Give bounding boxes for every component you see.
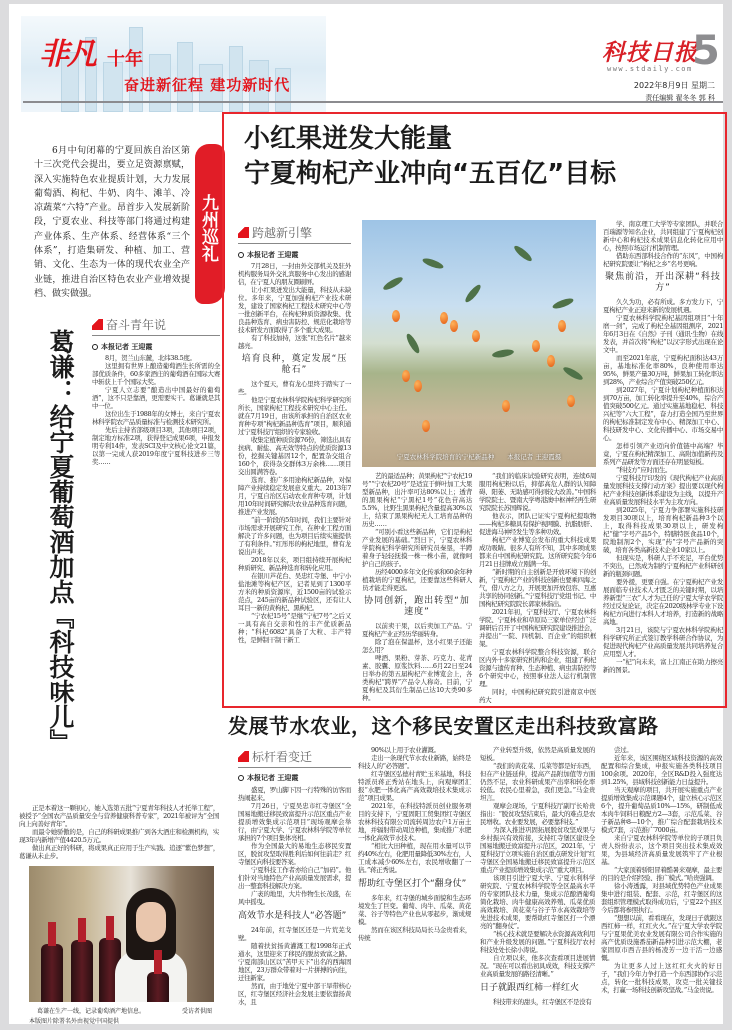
subheading: 聚焦前沿，开出深耕“科技方” bbox=[605, 272, 721, 293]
paragraph: 24年前，红寺堡区还是一片荒芜戈壁。 bbox=[238, 926, 351, 942]
paragraph: 红寺堡区弘德村青贮玉米基地，科技特派员蒋正秀站在地头上，向观摩团汇报“水肥一体化高产高效栽培技术集成示范”项目成果。 bbox=[358, 770, 471, 802]
paragraph: 然而在该区科技局局长马金贵看来，传统 bbox=[358, 926, 471, 942]
paragraph: 枸杞产业博览会发布的重大科技成果成功吸睛。很多人有所不知，其中多项成果都来自中国枸杞研究院。这所研究院今年6月21日挂牌成立刚满一年。 bbox=[479, 536, 596, 568]
paragraph: 走出一条现代节水农业新路，始终是科技人的“必答题”。 bbox=[358, 754, 471, 770]
water-column-2 bbox=[358, 746, 471, 942]
paragraph: 而最令她骄傲的是，自己的科研成果推广到各大酒庄和检测机构，实现3年内新增产值4420.5万元。 bbox=[19, 828, 219, 844]
paragraph: 8月，贺兰山东麓，北纬38.5度。 bbox=[105, 354, 196, 362]
paragraph: 正是本着这一颗初心，她入选第五批“宁夏青年科技人才托举工程”，被授予“全国农产品质量安全与营养健康科普专家”，2021年被评为“全国向上向善好青年”。 bbox=[19, 804, 219, 828]
paragraph: 历经4000多年文化传承和60余年种植栽培的宁夏枸杞，还要靠这些科研人员才能走得更远。 bbox=[362, 568, 472, 592]
wine-section-header bbox=[92, 316, 220, 352]
paragraph-group bbox=[480, 746, 595, 978]
paragraph: 作为全国最大的易地生态移民安置区，脱贫攻坚取得胜利后如何往前走？红寺堡区向科技要答案。 bbox=[238, 842, 351, 866]
section-label bbox=[92, 316, 220, 336]
paragraph: 要外援，更要自强。在宁夏枸杞产业发展面临专业技术人才匮乏的关键时期，以培养新型“三农”人才为己任的宁夏大学农学院经过反复论证，决定在2020级林学专业下设枸杞方向进行本科人才培养，打造新的战略高地。 bbox=[603, 578, 723, 626]
paragraph: 到2027年，宁夏计划枸杞种植面积达到70万亩，加工转化率提升至40%，综合产值突破500亿元。通过实施基地稳杞、科技兴杞等“六大工程”，奋力打造全国乃至世界的枸杞标准制定发布中心、精深加工中心、科技研发中心、文化传播中心、市场交易中心。 bbox=[603, 386, 723, 442]
section-flag-icon bbox=[238, 751, 249, 762]
paragraph: 选育、推广多用途枸杞新品种，对保障产业持续稳定发展意义重大。2013年7月，宁夏自治区启动农业育种专项，计划用10年时间研究解决农业品种选育问题，推进产业发展。 bbox=[238, 476, 351, 516]
section-label-text: 标杆看变迁 bbox=[252, 750, 313, 764]
byline-bullet-icon bbox=[238, 775, 244, 781]
page-number: 5 bbox=[692, 28, 720, 74]
paragraph: 多年来，红寺堡的城乡面貌和生态环境发生了巨变。葡萄、肉牛、瓜菜、黄花菜、谷子等特色产业也从零起步，渐成规模。 bbox=[358, 894, 471, 926]
byline-text: 本报记者 王迎霞 bbox=[101, 343, 153, 351]
paragraph-group bbox=[603, 220, 723, 268]
wine-lab-photo bbox=[29, 866, 214, 1002]
paragraph: “想想以前，看看现在，发现日子就跟这西红柿一样，红红火火。”在宁夏大学农学院与宁夏果优美农业发展有限公司合作实施的高产优质设施番茄新品种引进示范大棚，老家固原市西吉县的杨凌芳一边干活一边感慨。 bbox=[601, 914, 722, 962]
section-flag-icon bbox=[238, 227, 249, 238]
paragraph: 近年来，该区围绕区域科技资源的高效配置和综合集成，申报实施各类科技项目100余项。2020年，全区R&D投入强度达到1.25%，县域科技创新能力日益提升。 bbox=[601, 754, 722, 786]
byline-bullet-icon bbox=[92, 344, 98, 350]
paragraph: 怎样引领产业迈向价值链中高端？毕竟，宁夏在枸杞精深加工、高附加值新药及系列产品研发等方面还存在明显短板。 bbox=[603, 442, 723, 466]
section-label-text: 奋斗青年说 bbox=[106, 318, 167, 332]
section-label bbox=[238, 224, 351, 244]
paragraph-group bbox=[603, 298, 723, 674]
paragraph-group bbox=[238, 926, 351, 1006]
paragraph: “宁农杞15号”是继“宁杞7号”之后又一具有高自交亲和性的丰产优质新品种；“科杞6082”具备了大粒、丰产特性，是鲜制干制干新工 bbox=[238, 612, 351, 644]
paragraph: 他表示，团队已证实宁夏枸杞提取物——枸杞多糖具有保护视网膜、抗脂肪肝、促进海马神经发生等多种功效。 bbox=[479, 512, 596, 536]
paragraph-group bbox=[238, 380, 351, 644]
paragraph: 7月28日，一封由外交部机关及驻外机构服务局外交礼宾服务中心发出的感谢信，在宁夏人的朋友圈刷屏。 bbox=[238, 262, 351, 286]
paragraph: 2021年初，宁夏科技厅、宁夏农林科学院、宁夏林业和草原局三家单位经过广泛调研后召开了中国枸杞研究院建设推进会，并提出“一院、四机制、百企业”的组织框架。 bbox=[479, 608, 596, 648]
paragraph: 借助东西部科技合作的“东风”，中国枸杞研究院要让“枸杞之乡”名号更响。 bbox=[603, 252, 723, 268]
paragraph: 自立项以来，他多次查看项目进展情况。“现在可以看出初具成效，科技支撑产业高质量发展的路径清晰。” bbox=[480, 954, 595, 978]
website-url[interactable]: www.stdaily.com bbox=[607, 65, 693, 73]
paragraph: 做出真正好的科研，将成果真正应用于生产实践。追逐“紫色梦想”，葛谦从未止步。 bbox=[19, 844, 219, 860]
paragraph: 2021年，在科技特派员创业服务项目的支持下，宁夏固阳工贸集团红寺堡区农林科技有限公司流转周边农户1万亩土地，并辐射带动周边种植，集成推广水肥一体化高效节水技术。 bbox=[358, 802, 471, 842]
wine-story-column bbox=[92, 354, 220, 466]
paragraph: 在银川芦花台、吴忠红寺堡、中宁小盐池滩等枸杞产区，记者见到了1300平方米的种质资源库，近1500亩的试验示范点，245亩的新品种试验区，还有让人耳目一新的黄枸杞、黑枸杞。 bbox=[238, 572, 351, 612]
paragraph: “科技方”应时而生。 bbox=[616, 466, 672, 474]
byline bbox=[238, 250, 351, 260]
paragraph: 这位出生于1988年的女博士，来自宁夏农林科学院农产品质量标准与检测技术研究所。 bbox=[92, 410, 220, 426]
paragraph: 广袤的地里，大片作物生长茂盛，在风中摇曳。 bbox=[238, 890, 351, 906]
paragraph: 盛夏，罗山脚下因一行特殊的访客而热闹起来。 bbox=[238, 786, 351, 802]
paragraph: 同时，中国枸杞研究院引进南京中医药大 bbox=[479, 688, 596, 704]
paragraph-group bbox=[358, 746, 471, 874]
paragraph-group bbox=[362, 622, 472, 702]
caption-text: 葛谦在生产一线，记录葡萄酒产地信息。 bbox=[37, 1008, 146, 1015]
paragraph: 到2025年，宁夏力争部署实施科技研发项目30项以上，培育枸杞新品种3个以上，取得科技成果30项以上，研发枸杞“健”字号产品5个，特膳特医食品10个，院地制剂2个，实现“药”字号产品新的突破，培育各类高新技术企业10家以上。 bbox=[603, 506, 723, 554]
paragraph: 徐小涛透露，对县域优势特色产业成果集中进行组装、配套、示范，红寺堡区的这套组织管理模式取得成功后，宁夏22个县区今后都将参照执行。 bbox=[601, 882, 722, 914]
banner-subtitle: 十年 bbox=[107, 49, 143, 70]
subheading: 日子就跟西红柿一样红火 bbox=[480, 983, 580, 993]
paragraph: “大家顶着骄阳冒着酷暑来观摩，最主要的目的是介绍经验、推广模式。”哈贵强调。 bbox=[601, 866, 722, 882]
paragraph: 观摩会现场，宁夏科技厅副厅长哈贵指出：“脱贫攻坚结束后，最大的难点是农民增收。农业要发展，必要靠科技。” bbox=[480, 802, 595, 826]
paragraph: 以前卖干果，以后卖加工产品。宁夏枸杞产业正经历华丽转身。 bbox=[362, 622, 472, 638]
paragraph: 7月26日，宁夏吴忠市红寺堡区“全国易地搬迁移民致富提升示范区重点产业提质增效集成示范项目”现场观摩会举行，由宁夏大学、宁夏农林科学院等单位承担的7个项目集体亮相。 bbox=[238, 802, 351, 842]
paragraph-group bbox=[358, 894, 471, 942]
goji-column-4 bbox=[603, 220, 723, 674]
paragraph: “我们的临床试验研究表明，连续6周服用枸杞粉以后，抑郁高危人群的认知障碍、阳萎、无助感可得到较大改善。”中国科学院院士、暨南大学粤港澳中枢神经再生研究院院长苏国辉说。 bbox=[479, 472, 596, 512]
headline-line-1: 小红果迸发大能量 bbox=[244, 124, 453, 154]
paragraph: 为让更多人过上这红红火火的好日子，“我们今年力争打造一个东西部协作示范点，转化一批科技成果，攻克一批关键技术，打赢一场科技创新攻坚战。”马金贵说。 bbox=[601, 962, 722, 994]
paragraph: 宁夏人立志要“酿造出中国最好的葡萄酒”，这不只是靠酒，更需要实干。葛谦就是其中一位。 bbox=[92, 386, 220, 410]
paragraph-group bbox=[362, 472, 472, 592]
subheading: 协同创新，跑出转型“加速度” bbox=[364, 596, 470, 617]
goji-column-3 bbox=[479, 472, 596, 704]
paragraph: “前一阶段的5年时间，我们主要针对市场需求开展研究工作，在种业工程方面解决了许多问题，也为项目后续实施提供了有利条件。”红彤彤的枸杞地里，曹有龙说出声来。 bbox=[238, 516, 351, 556]
paragraph: 来自宁夏农林科学院等单位的子项目负责人纷纷表示，这个项目突出技术集成效果，为县域经济高质量发展筑牢了产业根基。 bbox=[601, 834, 722, 866]
subheading: 培育良种，奠定发展“压舱石” bbox=[241, 354, 348, 375]
paragraph: 但现实是，科研人手不充足，平台优势不突出，已然成为制约宁夏枸杞产业科研创新的瓶颈问题。 bbox=[603, 554, 723, 578]
byline bbox=[92, 342, 220, 352]
paragraph: 3月21日，该院与宁夏农林科学院枸杞科学研究所正式签订教学科研合作协议，为促进现代枸杞产业高质量发展共同培养复合应用型人才。 bbox=[603, 626, 723, 658]
water-story-headline: 发展节水农业，这个移民安置区走出科技致富路 bbox=[228, 714, 659, 738]
subheading: 帮助红寺堡区打个“翻身仗” bbox=[358, 879, 467, 889]
paragraph: 学、南京理工大学等专家团队，并联合百瑞源等知名企业，共同组建了宁夏枸杞创新中心和枸杞技术成果信息化转化应用中心，按照市场运行机制管理。 bbox=[603, 220, 723, 252]
paragraph: 随着扶贫扬黄灌溉工程1998年正式通水，这里迎来了移民的脱贫致富之路。宁夏南部山区以“苦甲天下”出名的西海固地区，23万群众带着对一片拼搏的向往，迁往新家。 bbox=[238, 942, 351, 982]
photo-credit: 受访者供图 bbox=[181, 1008, 212, 1015]
paragraph: 科技带来的甜头，红寺堡区不是没有 bbox=[493, 998, 592, 1006]
paragraph-group bbox=[238, 262, 351, 350]
paragraph: 该项目引进宁夏大学、宁夏水利科学研究院、宁夏农林科学院等全区最高水平的专家团队技术力量，集成示范酿酒葡萄简化栽培、肉牛健康高效养殖、瓜菜优质高效栽培、黄花菜与谷子节水高效栽培等先进技术成果，要帮助红寺堡区打一个漂亮的“翻身仗”。 bbox=[480, 874, 595, 930]
paragraph: 尝过。 bbox=[614, 746, 633, 754]
paragraph: 宁夏科技工作者亦给自己“加码”。他们针对当地特色产业高质量发展需求，提出一整套科技解决方案。 bbox=[238, 866, 351, 890]
paragraph: 当天观摩的项目，共开展实施重点产业提质增效集成示范课题4个，建立核心示范区6个，提升葡萄品质10%—15%，研制低成本肉牛饲料日粮配方2—3套，示范瓜菜、谷子新品种8—10个，推广综合配套栽培技术模式7套，示范推广7000亩。 bbox=[601, 786, 722, 834]
paragraph: 除了泡在保温杯，这小红果子还能怎么用？ bbox=[362, 638, 472, 654]
banner-slogan: 奋进新征程 建功新时代 bbox=[124, 76, 291, 94]
paragraph: 一“杞”向未来，富上江南正在助力擦亮新的图景。 bbox=[603, 658, 723, 674]
wine-story-headline: 葛谦：给宁夏葡萄酒加点『科技味儿』 bbox=[46, 329, 75, 754]
water-column-3 bbox=[480, 746, 595, 1006]
section-label-text: 跨越新引擎 bbox=[252, 226, 313, 240]
paragraph-group bbox=[480, 998, 595, 1006]
paragraph: “相比大田种植，现在用水量可以节约40%左右，化肥用量降低30%左右，人工成本减少60%左右，农民增收翻了一倍。”蒋正秀说。 bbox=[358, 842, 471, 874]
responsible-editors: 责任编辑 翟冬冬 郭 科 bbox=[645, 94, 715, 102]
wine-photo-caption bbox=[37, 1006, 212, 1015]
paragraph: 2018年以来，项目组持续开展枸杞种质研究、新品种选育和转化应用。 bbox=[238, 556, 351, 572]
water-column-4 bbox=[601, 746, 722, 994]
banner-title: 非凡 bbox=[39, 37, 95, 72]
wine-story-wide-text bbox=[19, 804, 219, 860]
paragraph: 宁夏农林科学院整合科技资源，联合区内外十多家研究机构和企业，组建了枸杞资源与遗传育种、生态种植、病虫害防控等6个研究中心，按照事业法人运行机制管理。 bbox=[479, 648, 596, 688]
byline-text: 本报记者 王迎霞 bbox=[247, 251, 299, 259]
paragraph: “核心技术就是要解决水资源高效利用和产业升级发展的问题。”宁夏科技厅农村科技处处长徐小涛说。 bbox=[480, 930, 595, 954]
paragraph: 宁夏科技厅印发的《现代枸杞产业高质量发展科技支撑行动方案》提出要以现代枸杞产业科技创新体系建设为主线，以提升产业高质量发展科技水平为主攻方向。 bbox=[603, 474, 723, 506]
paragraph-group bbox=[238, 786, 351, 906]
paragraph: 宁夏农林科学院枸杞基因组项目“十年磨一剑”，完成了枸杞全基因组测序，2021年6月3日在《自然》子刊（通讯·生物）在线发表，并首次将“枸杞”以汉字形式出现在论文中。 bbox=[603, 314, 723, 354]
paragraph: 而至2021年底，宁夏枸杞面积达43万亩，基地标准化率80%，良种使用率达95%，鲜果产量30万吨，鲜果加工转化率达到28%，产业综合产值突破250亿元。 bbox=[603, 354, 723, 386]
paragraph: 让小红果迸发出大能量，科技从未缺位。多年来，宁夏加强枸杞产业技术研发，建设了国家枸杞工程技术研究中心等一批创新平台，在枸杞种质资源收集、优良品种选育、病虫害防控、规范化栽培等技术研发方面取得了多个重大成果。 bbox=[238, 286, 351, 334]
byline-bullet-icon bbox=[238, 252, 244, 258]
issue-date: 2022年8月9日 星期二 bbox=[633, 81, 715, 90]
water-column-1 bbox=[238, 786, 351, 1006]
paragraph: 为深入推进巩固拓展脱贫攻坚成果与乡村振兴有效衔接，支持红寺堡区建设全国易地搬迁致富提升示范区，2021年，宁夏科技厅立项实施自治区重点研发计划“红寺堡区全国易地搬迁移民致富提升示范区重点产业提质增效集成示范”重大项目。 bbox=[480, 826, 595, 874]
byline-text: 本报记者 王迎霞 bbox=[247, 774, 299, 782]
goji-photo bbox=[362, 220, 596, 467]
goji-column-1 bbox=[238, 262, 351, 644]
headline-line-2: 宁夏枸杞产业冲向“五百亿”目标 bbox=[244, 159, 617, 189]
goji-column-2 bbox=[362, 472, 472, 702]
paragraph: 收集定植种质资源76份，筛选出具有抗病、耐盐、高无效等特点的优质资源13份，挖掘关键基因12个，配置杂交组合160个，获得杂交群体3万余株……项目交出圆满答卷。 bbox=[238, 436, 351, 476]
column-seal-logo: 九州巡礼 bbox=[195, 144, 225, 304]
goji-story-headline bbox=[244, 122, 616, 192]
paragraph: 这里拥有世界上酿造葡萄酒生长所需的全部优质条件，60多家酒庄的葡萄酒在国际大赛中斩获上千个国际大奖。 bbox=[92, 362, 220, 386]
section-flag-icon bbox=[92, 319, 103, 330]
paragraph: “新时期的自主创新是开放环境下的创新，宁夏枸杞产业的科技创新也要乘四海之气，借八方之力，开展更加开放包容、互惠共享的协同创新。”宁夏科技厅党组书记、中国枸杞研究院院长郭家林指出。 bbox=[479, 568, 596, 608]
paragraph: 他是宁夏农林科学院枸杞科学研究所所长，国家枸杞工程技术研究中心主任。就在7月19日，由该所承担的自治区农业育种专项“枸杞新品种选育”项目，顺利通过宁夏科技厅组织的专家验收。 bbox=[238, 396, 351, 436]
water-section-header bbox=[238, 748, 351, 783]
paragraph: 艺的最适品种；黄果枸杞“宁农杞19号”“宁农杞20号”是适宜于鲜叶加工大果型新品种，出汁率可达80%以上；透背的黑果枸杞“宁黑杞1号”花色苷高达5.5%，比野生黑果枸杞含量提高30%以上，结束了黑果枸杞无人工培育品种的历史…… bbox=[362, 472, 472, 528]
paragraph: 然而，由于地处宁夏中部干旱带核心区，红寺堡区经济社会发展主要依靠扬黄水，且 bbox=[238, 982, 351, 1006]
paragraph: 有了科技加持，这张“红色名片”越来越亮。 bbox=[238, 334, 351, 350]
goji-section-header bbox=[238, 224, 351, 260]
paragraph: 90%以上用于农业灌溉。 bbox=[371, 746, 440, 754]
page-photo-credit: 本版图片除署名外由视觉中国提供 bbox=[29, 1018, 120, 1025]
byline bbox=[238, 773, 351, 783]
paragraph: 啤酒、果粉、芽茶、巧克力、花青素、胶囊、原浆饮料……6月22日至24日举办的第五届枸杞产业博览会上，各类枸杞“跨界”产品令人称奇。目前，宁夏枸杞及其衍生制品已达10大类90多种。 bbox=[362, 654, 472, 702]
goji-photo-caption: 宁夏农林科学院培育的宁杞新品种 本报记者 王迎霞摄 bbox=[396, 453, 562, 461]
paragraph: “可别小看这些新品种，它们是枸杞产业发展的基础。”烈日下，宁夏农林科学院枸杞科学研究所研究员秦垦，半蹲着身子轻轻抚摸一株一株小苗，就像呵护自己的孩子。 bbox=[362, 528, 472, 568]
subheading: 高效节水是科技人“必答题” bbox=[238, 911, 347, 921]
newspaper-page bbox=[9, 4, 723, 1024]
paragraph: 产业转型升级，依然是高质量发展的短板。 bbox=[480, 746, 595, 762]
paragraph: “我们的黄花菜、瓜菜等都是好东西，但在产业链延伸，提高产品附加值等方面仍然不足，农业科研成果产出率和转化率较低。农民心里着急，我们更急。”马金贵坦言。 bbox=[480, 762, 595, 802]
paragraph: 这个夏天，曹有龙心里终于踏实了一些。 bbox=[238, 380, 351, 396]
paragraph: 先后主持省部级项目3项，其他项目2项，制定地方标准2项，获得登记成果6项，申报发明专利14件，发表SCI及中文核心论文21篇，以第一完成人获2019年度宁夏科技进步三等奖…… bbox=[92, 426, 220, 466]
intro-paragraph: 6月中旬闭幕的宁夏回族自治区第十三次党代会提出，要立足资源禀赋，深入实施特色农业提质计划，大力发展葡萄酒、枸杞、牛奶、肉牛、滩羊、冷凉蔬菜“六特”产业。昂首步入发展新阶段，宁夏农业、科技等部门将通过构建产业体系、生产体系、经营体系“三个体系”，打造集研发、种植、加工、营销、文化、生态为一体的现代农业全产业链，推进自治区特色农业产业增效提档、做实做强。 bbox=[34, 146, 190, 299]
section-label bbox=[238, 748, 351, 768]
newspaper-masthead: 科技日报 bbox=[602, 39, 698, 66]
paragraph: 久久为功，必有所成。多方发力下，宁夏枸杞产业正迎来新的发展机遇。 bbox=[603, 298, 723, 314]
